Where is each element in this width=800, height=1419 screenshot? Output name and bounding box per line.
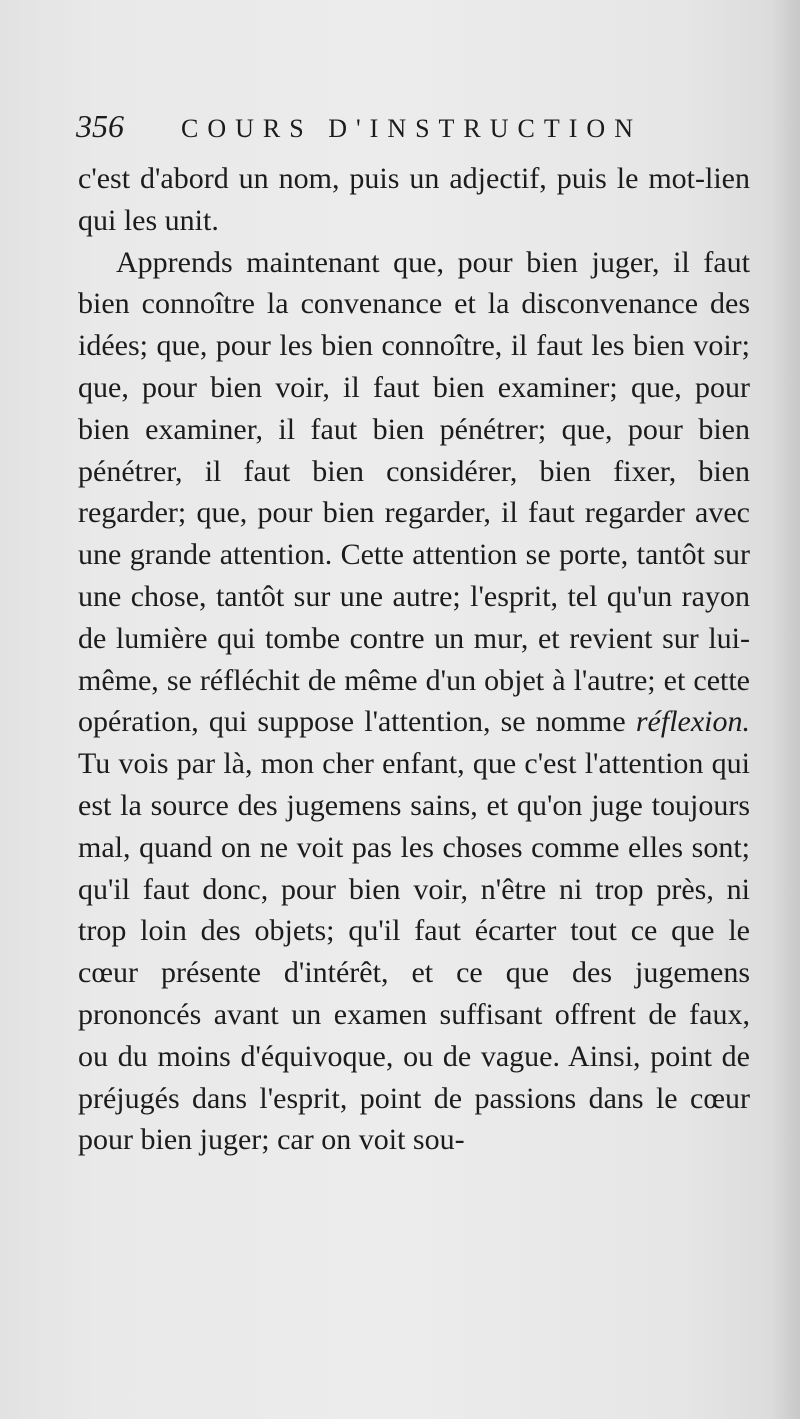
paragraph-continuation: c'est d'abord un nom, puis un adjectif, puis le mot-lien qui les unit.	[78, 162, 750, 237]
page-gutter-shadow	[770, 0, 800, 1419]
page-header	[76, 108, 716, 148]
running-head: COURS D'INSTRUCTION	[181, 114, 642, 143]
italic-term-reflexion: réflexion.	[635, 705, 751, 739]
page-number: 356	[76, 108, 124, 144]
paragraph-main-end: Tu vois par là, mon cher enfant, que c'est l'attention qui est la source des jugemens sains, et qu'on juge toujours mal, quand on ne voit pas les choses comme elles sont; qu'il faut donc, pour bien voir, n'être ni trop près, ni trop loin des objets; qu'il faut écarter tout ce que le cœur présente d'intérêt, et ce que des jugemens prononcés avant un examen suffisant offrent de faux, ou du moins d'équivoque, ou de vague. Ainsi, point de préjugés dans l'esprit, point de passions dans le cœur pour bien juger; car on voit sou-	[78, 747, 750, 1157]
paragraph-main	[78, 242, 750, 1162]
paragraph-main-start: Apprends maintenant que, pour bien juger, il faut bien connoître la convenance et la disconvenance des idées; que, pour les bien connoître, il faut les bien voir; que, pour bien voir, il faut bien examiner; que, pour bien examiner, il faut bien pénétrer; que, pour bien pénétrer, il faut bien considérer, bien fixer, bien regarder; que, pour bien regarder, il faut regarder avec une grande attention. Cette attention se porte, tantôt sur une chose, tantôt sur une autre; l'esprit, tel qu'un rayon de lumière qui tombe contre un mur, et revient sur lui-même, se réfléchit de même d'un objet à l'autre; et cette opération, qui suppose l'attention, se nomme	[78, 245, 750, 739]
body-text	[78, 158, 750, 1288]
